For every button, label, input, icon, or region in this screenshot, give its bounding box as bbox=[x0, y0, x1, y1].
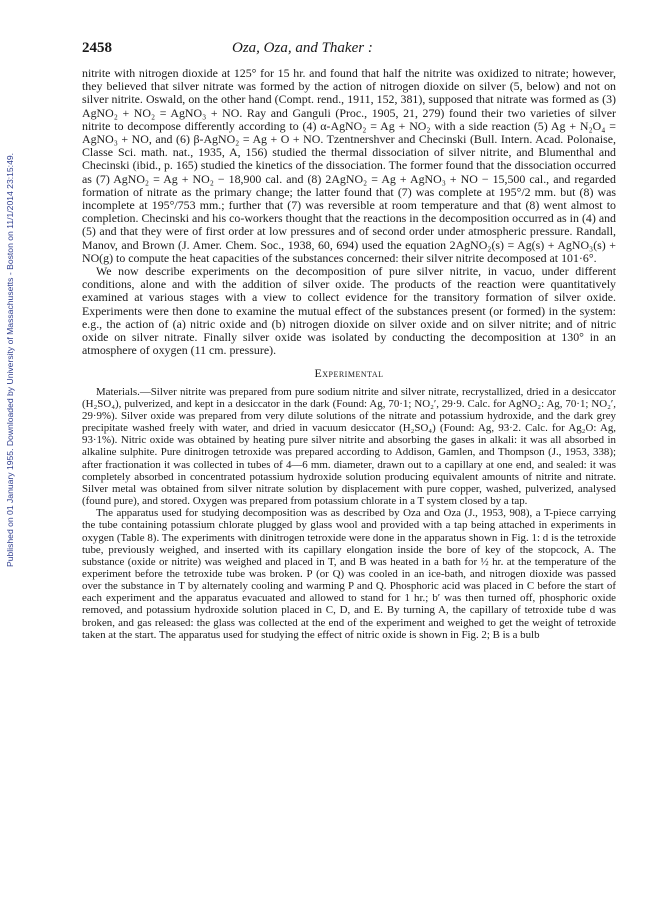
page-header bbox=[82, 40, 616, 64]
sidebar-text: Published on 01 January 1955. Downloaded by University of Massachusetts - Boston on 11/1/2014 23:15:49. bbox=[5, 152, 15, 568]
paragraph: nitrite with nitrogen dioxide at 125° for 15 hr. and found that half the nitrite was oxidized to nitrate; however, they believed that silver nitrate was formed by the action of nitrogen dioxide on silver (5, below) and not on silver nitrite. Oswald, on the other hand (Compt. rend., 1911, 152, 381), supposed that nitrate was formed as (3) AgNO₂ + NO₂ = AgNO₃ + NO. Ray and Ganguli (Proc., 1905, 21, 279) found their two varieties of silver nitrite to decompose differently according to (4) α-AgNO₂ = Ag + NO₂ with a side reaction (5) Ag + N₂O₄ = AgNO₃ + NO, and (6) β-AgNO₂ = Ag + O + NO. Tzentnershver and Checinski (Bull. Intern. Acad. Polonaise, Classe Sci. math. nat., 1935, A, 156) studied the thermal dissociation of silver nitrite, and Blumenthal and Checinski (ibid., p. 165) studied the kinetics of the dissociation. The former found that the dissociation occurred as (7) AgNO₂ = Ag + NO₂ − 18,900 cal. and (8) 2AgNO₂ = Ag + AgNO₃ + NO − 15,500 cal., and regarded formation of nitrate as the primary change; the latter found that (7) was complete at 195°/2 mm. but (8) was incomplete at 195°/753 mm.; further that (7) was reversible at room temperature and that (8) went almost to completion. Checinski and his co-workers thought that the reactions in the decomposition occurred as in (4) and (5) and that they were of first order at low pressures and of second order under atmospheric pressure. Randall, Manov, and Brown (J. Amer. Chem. Soc., 1938, 60, 694) used the equation 2AgNO₂(s) = Ag(s) + AgNO₃(s) + NO(g) to compute the heat capacities of the substances concerned: their silver nitrite decomposed at 101·6°. bbox=[82, 66, 616, 265]
article-body bbox=[82, 67, 616, 641]
download-sidebar bbox=[2, 100, 18, 620]
apparatus-paragraph: The apparatus used for studying decomposition was as described by Oza and Oza (J., 1953, 908), a T-piece carrying the tube containing potassium chlorate plugged by glass wool and provided with a tap being attached in experiments in oxygen (Table 8). The experiments with dinitrogen tetroxide were done in the apparatus shown in Fig. 1: d is the tetroxide tube, previously weighed, and inserted with its capillary elongation inside the bore of key of the stopcock, A. The substance (oxide or nitrite) was weighed and placed in T, and B was heated in a bath for ½ hr. at the temperature of the experiment before the tetroxide tube was broken. P (or Q) was cooled in an ice-bath, and nitrogen dioxide was passed over the substance in T by alternately cooling and warming P and Q. Phosphoric acid was placed in C before the start of each experiment and the apparatus evacuated and allowed to stand for 1 hr.; b′ was then turned off, phosphoric oxide removed, and potassium hydroxide solution placed in C, D, and E. By turning A, the capillary of tetroxide tube d was broken, and gas released: the glass was collected at the end of the experiment and weighed to get the weight of tetroxide taken at the start. The apparatus used for studying the effect of nitric oxide is shown in Fig. 2; B is a bulb bbox=[82, 507, 616, 641]
section-heading: Experimental bbox=[314, 366, 384, 381]
paragraph: We now describe experiments on the decomposition of pure silver nitrite, in vacuo, under different conditions, alone and with the addition of silver oxide. The products of the reaction were quantitatively examined at various stages with a view to collect evidence for the transitory formation of silver oxide. Experiments were then done to examine the mutual effect of the substances present (or formed) in the system: e.g., the action of (a) nitric oxide and (b) nitrogen dioxide on silver oxide and on silver nitrite; and of nitric oxide on silver nitrate. Finally silver oxide was isolated by conducting the decomposition at 130° in an atmosphere of oxygen (11 cm. pressure). bbox=[82, 264, 616, 358]
page-number: 2458 bbox=[82, 40, 112, 56]
running-title: Oza, Oza, and Thaker : bbox=[232, 40, 373, 56]
materials-paragraph: Materials.—Silver nitrite was prepared from pure sodium nitrite and silver nitrate, recrystallized, dried in a desiccator (H₂SO₄), pulverized, and kept in a desiccator in the dark (Found: Ag, 70·1; NO₂′, 29·9. Calc. for AgNO₂: Ag, 70·1; NO₂′, 29·9%). Silver oxide was prepared from very dilute solutions of the nitrate and potassium hydroxide, and the dark grey precipitate washed freely with water, and dried in vacuum desiccator (H₂SO₄) (Found: Ag, 93·2. Calc. for Ag₂O: Ag, 93·1%). Nitric oxide was obtained by heating pure silver nitrite and absorbing the gases in alkali: it was all absorbed in alkaline sulphite. Pure dinitrogen tetroxide was prepared according to Addison, Gamlen, and Thompson (J., 1953, 338); after fractionation it was collected in tubes of 4—6 mm. diameter, drawn out to a capillary at one end, and sealed: it was completely absorbed in concentrated potassium hydroxide solution producing equivalent amounts of nitrite and nitrate. Silver metal was obtained from silver nitrate solution by displacement with pure copper, washed, pulverized, analysed (found pure), and stored. Oxygen was prepared from potassium chlorate in a T system closed by a tap. bbox=[82, 385, 616, 508]
